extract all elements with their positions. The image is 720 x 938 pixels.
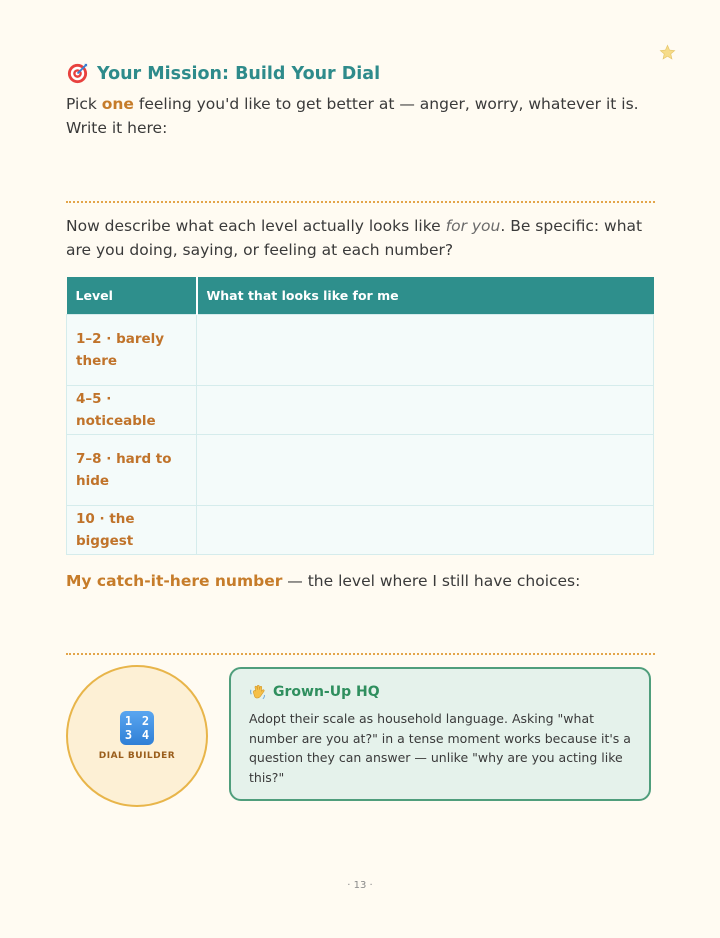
hq-body: Adopt their scale as household language. Asking "what number are you at?" in a tense moment works because it's a question they can answer — unlike "why are you acting like this?" (249, 711, 631, 785)
answer-cell[interactable] (197, 315, 654, 386)
answer-cell[interactable] (197, 435, 654, 506)
grown-up-hq-box (229, 667, 651, 801)
waving-hand-icon (249, 683, 267, 701)
answer-cell[interactable] (197, 386, 654, 435)
table-row (67, 435, 654, 506)
feeling-write-line[interactable] (66, 201, 655, 203)
catch-number-write-line[interactable] (66, 653, 655, 655)
badge-label: DIAL BUILDER (98, 751, 176, 761)
header-level: Level (67, 277, 197, 315)
mission-heading (66, 62, 380, 85)
mission-title: Your Mission: Build Your Dial (97, 63, 381, 84)
dial-builder-badge (66, 665, 208, 807)
level-cell: 4–5 · noticeable (67, 386, 197, 435)
level-cell: 10 · the biggest (67, 506, 197, 555)
target-icon (66, 62, 89, 85)
table-row (67, 506, 654, 555)
level-cell: 7–8 · hard to hide (67, 435, 197, 506)
catch-number-prompt: My catch-it-here number — the level where I still have choices: (66, 572, 581, 590)
numbers-icon: 1 2 3 4 (120, 711, 154, 745)
table-row (67, 315, 654, 386)
page-number: · 13 · (347, 880, 373, 891)
level-cell: 1–2 · barely there (67, 315, 197, 386)
mission-intro: Pick one feeling you'd like to get better at — anger, worry, whatever it is. Write it here: (66, 95, 639, 137)
levels-table (66, 277, 654, 555)
describe-emphasis: for you (445, 217, 501, 235)
table-header-row (67, 277, 654, 315)
intro-highlight: one (101, 95, 134, 113)
answer-cell[interactable] (197, 506, 654, 555)
catch-highlight: My catch-it-here number (66, 572, 283, 590)
header-description: What that looks like for me (197, 277, 654, 315)
describe-instructions: Now describe what each level actually looks like for you. Be specific: what are you doing, saying, or feeling at each number? (66, 217, 643, 259)
hq-title: Grown-Up HQ (273, 684, 380, 700)
star-icon (659, 44, 676, 61)
hq-heading (249, 683, 631, 701)
table-row (67, 386, 654, 435)
